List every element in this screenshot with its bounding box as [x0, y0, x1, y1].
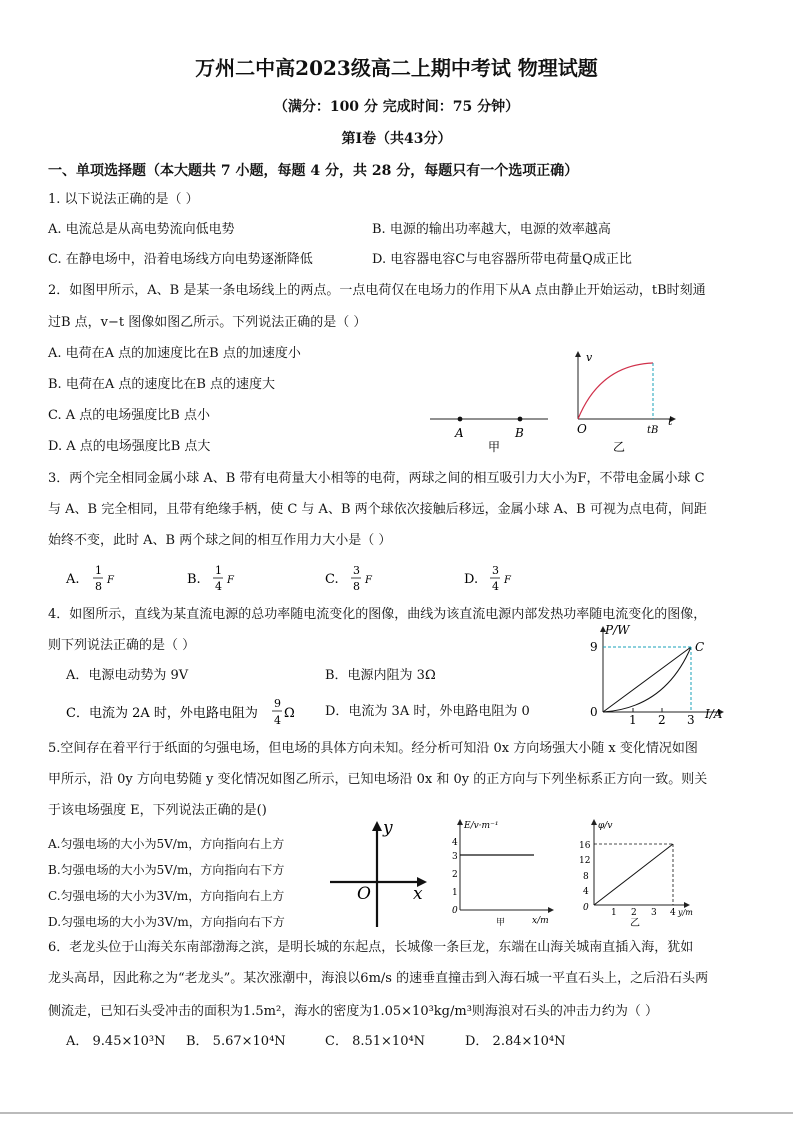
phi-line: [594, 844, 673, 905]
yi-caption: 乙: [630, 918, 640, 927]
svg-text:16: 16: [579, 841, 591, 851]
volume-heading: 第Ⅰ卷（共43分）: [341, 131, 452, 147]
q4-tick-2: 2: [658, 713, 666, 726]
q1-option-d[interactable]: D. 电容器电容C与电容器所带电荷量Q成正比: [372, 252, 632, 267]
q4-label-c: C: [695, 640, 705, 654]
q5-stem-line2: 甲所示，沿 0y 方向电势随 y 变化情况如图乙所示，已知电场沿 0x 和 0y 的正方向与下列坐标系正方向一致。则关: [48, 772, 708, 787]
total-power-line: [603, 647, 691, 712]
q4-option-b[interactable]: B．电源内阻为 3Ω: [325, 668, 436, 683]
q3-option-b[interactable]: [187, 564, 235, 593]
q6-stem-line3: 侧流走，已知石头受冲击的面积为1.5m²，海水的密度为1.05×10³kg/m³则海浪对石头的冲击力约为（ ）: [48, 1004, 659, 1019]
vt-curve: [578, 363, 653, 419]
label-o: O: [577, 422, 587, 436]
jia-ylabel: E/v·m⁻¹: [464, 821, 499, 831]
section-heading: 一、单项选择题（本大题共 7 小题，每题 4 分，共 28 分，每题只有一个选项正确）: [48, 163, 579, 179]
q5-option-c[interactable]: C.匀强电场的大小为3V/m，方向指向右上方: [48, 889, 285, 903]
q2-figures: [425, 345, 685, 460]
svg-text:4: 4: [274, 714, 281, 727]
q5-axis-y: y: [383, 818, 393, 838]
svg-text:C.: C.: [325, 572, 339, 587]
q2-option-a[interactable]: A. 电荷在A 点的加速度比在B 点的加速度小: [48, 346, 301, 361]
label-tb: tB: [647, 425, 659, 436]
q6-option-a[interactable]: A． 9.45×10³N: [66, 1034, 166, 1049]
point-a: [458, 417, 463, 422]
q5-option-b[interactable]: B.匀强电场的大小为5V/m，方向指向右下方: [48, 863, 285, 877]
q5-option-d[interactable]: D.匀强电场的大小为3V/m，方向指向右下方: [48, 915, 285, 929]
caption-jia: 甲: [488, 440, 501, 454]
q4-ylabel: P/W: [605, 623, 630, 637]
svg-text:2: 2: [631, 908, 637, 918]
q6-option-d[interactable]: D． 2.84×10⁴N: [465, 1034, 566, 1049]
jia-caption: 甲: [496, 918, 506, 927]
svg-text:F: F: [107, 575, 114, 586]
page-footer-rule: [0, 1112, 793, 1114]
svg-text:9: 9: [274, 697, 281, 710]
q3-stem-line2: 与 A、B 完全相同，且带有绝缘手柄，使 C 与 A、B 两个球依次接触后移远，金属小球 A、B 可视为点电荷，间距: [48, 502, 707, 517]
q4-tick-0: 0: [590, 705, 598, 719]
label-t: t: [668, 415, 673, 428]
q2-option-d[interactable]: D. A 点的电场强度比B 点大: [48, 439, 211, 454]
svg-text:1: 1: [611, 908, 617, 918]
label-a: A: [455, 426, 464, 440]
q4-option-c[interactable]: [62, 694, 302, 730]
svg-text:3: 3: [452, 852, 458, 862]
q6-stem-line2: 龙头高昂，因此称之为“老龙头”。某次涨潮中，海浪以6m/s 的速垂直撞击到入海石城一平直石头上，之后沿石头两: [48, 971, 709, 986]
svg-text:4: 4: [670, 908, 676, 918]
q2-stem-line2: 过B 点，v−t 图像如图乙所示。下列说法正确的是（ ）: [48, 315, 367, 330]
q6-option-c[interactable]: C． 8.51×10⁴N: [325, 1034, 426, 1049]
svg-text:8: 8: [95, 580, 102, 593]
svg-text:3: 3: [353, 564, 360, 577]
q3-option-a[interactable]: [65, 564, 115, 593]
q5-fig-jia: [448, 815, 558, 927]
svg-text:12: 12: [579, 856, 591, 866]
yi-xlabel: y/m: [678, 908, 693, 917]
svg-text:F: F: [227, 575, 234, 586]
q4-stem-line2: 则下列说法正确的是（ ）: [48, 638, 196, 653]
q2-stem-line1: 2．如图甲所示，A、B 是某一条电场线上的两点。一点电荷仅在电场力的作用下从A 点由静止开始运动，tB时刻通: [48, 283, 706, 298]
point-b: [518, 417, 523, 422]
svg-text:3: 3: [651, 908, 657, 918]
svg-text:Ω: Ω: [284, 706, 295, 721]
q5-stem-line3: 于该电场强度 E，下列说法正确的是(): [48, 803, 267, 818]
q4-tick-1: 1: [629, 713, 637, 726]
svg-text:D.: D.: [464, 572, 479, 587]
svg-text:3: 3: [492, 564, 499, 577]
svg-text:A.: A.: [66, 572, 80, 587]
svg-text:F: F: [504, 575, 511, 586]
svg-text:0: 0: [452, 906, 458, 916]
svg-text:F: F: [365, 575, 372, 586]
q4-xlabel: I/A: [705, 707, 723, 721]
q3-stem-line1: 3．两个完全相同金属小球 A、B 带有电荷量大小相等的电荷，两球之间的相互吸引力大小为F，不带电金属小球 C: [48, 471, 705, 486]
q4-stem-line1: 4．如图所示，直线为某直流电源的总功率随电流变化的图像，曲线为该直流电源内部发热功率随电流变化的图像，: [48, 607, 707, 622]
q4-tick-3: 3: [687, 713, 695, 726]
q5-axes-figure: [325, 815, 435, 930]
svg-text:B.: B.: [187, 572, 201, 587]
q3-option-d[interactable]: [464, 564, 512, 593]
q5-stem-line1: 5.空间存在着平行于纸面的匀强电场，但电场的具体方向未知。经分析可知沿 0x 方向场强大小随 x 变化情况如图: [48, 741, 698, 756]
yi-ylabel: φ/v: [598, 821, 613, 831]
q5-fig-yi: [578, 815, 693, 927]
svg-text:8: 8: [583, 872, 589, 882]
q5-option-a[interactable]: A.匀强电场的大小为5V/m，方向指向右上方: [48, 837, 285, 851]
svg-text:1: 1: [215, 564, 222, 577]
svg-text:8: 8: [353, 580, 360, 593]
svg-text:4: 4: [452, 838, 458, 848]
label-b: B: [515, 426, 524, 440]
q6-stem-line1: 6．老龙头位于山海关东南部渤海之滨，是明长城的东起点，长城像一条巨龙，东端在山海关城南直插入海，犹如: [48, 940, 694, 955]
q4-option-d[interactable]: D．电流为 3A 时，外电路电阻为 0: [325, 704, 530, 719]
q3-option-c[interactable]: [325, 564, 373, 593]
q5-axis-x: x: [413, 884, 423, 904]
svg-text:0: 0: [583, 903, 589, 913]
label-v: v: [586, 351, 593, 364]
svg-text:C．电流为 2A 时，外电路电阻为: C．电流为 2A 时，外电路电阻为: [66, 706, 258, 721]
caption-yi: 乙: [613, 440, 626, 454]
q4-tick-9: 9: [590, 640, 598, 654]
svg-text:4: 4: [215, 580, 222, 593]
jia-xlabel: x/m: [532, 916, 549, 926]
q2-option-c[interactable]: C. A 点的电场强度比B 点小: [48, 408, 210, 423]
q2-option-b[interactable]: B. 电荷在A 点的速度比在B 点的速度大: [48, 377, 276, 392]
exam-info: （满分：100 分 完成时间：75 分钟）: [273, 99, 520, 115]
q4-figure: [585, 620, 745, 726]
q2-fig-jia: [430, 417, 548, 454]
page-title: 万州二中高2023级高二上期中考试 物理试题: [195, 56, 598, 80]
q3-options: [60, 562, 530, 596]
q6-option-b[interactable]: B． 5.67×10⁴N: [186, 1034, 286, 1049]
svg-text:1: 1: [95, 564, 102, 577]
q4-option-a[interactable]: A．电源电动势为 9V: [66, 668, 189, 683]
q1-option-a[interactable]: A. 电流总是从高电势流向低电势: [48, 222, 235, 237]
q1-stem: 1. 以下说法正确的是（ ）: [48, 192, 199, 207]
svg-text:1: 1: [452, 888, 458, 898]
q2-fig-yi: [575, 351, 676, 454]
q1-option-b[interactable]: B. 电源的输出功率越大，电源的效率越高: [372, 222, 611, 237]
q3-stem-line3: 始终不变，此时 A、B 两个球之间的相互作用力大小是（ ）: [48, 533, 392, 548]
q1-option-c[interactable]: C. 在静电场中，沿着电场线方向电势逐渐降低: [48, 252, 313, 267]
svg-text:4: 4: [492, 580, 499, 593]
q5-axis-o: O: [357, 884, 371, 904]
svg-text:4: 4: [583, 887, 589, 897]
svg-text:2: 2: [452, 870, 458, 880]
